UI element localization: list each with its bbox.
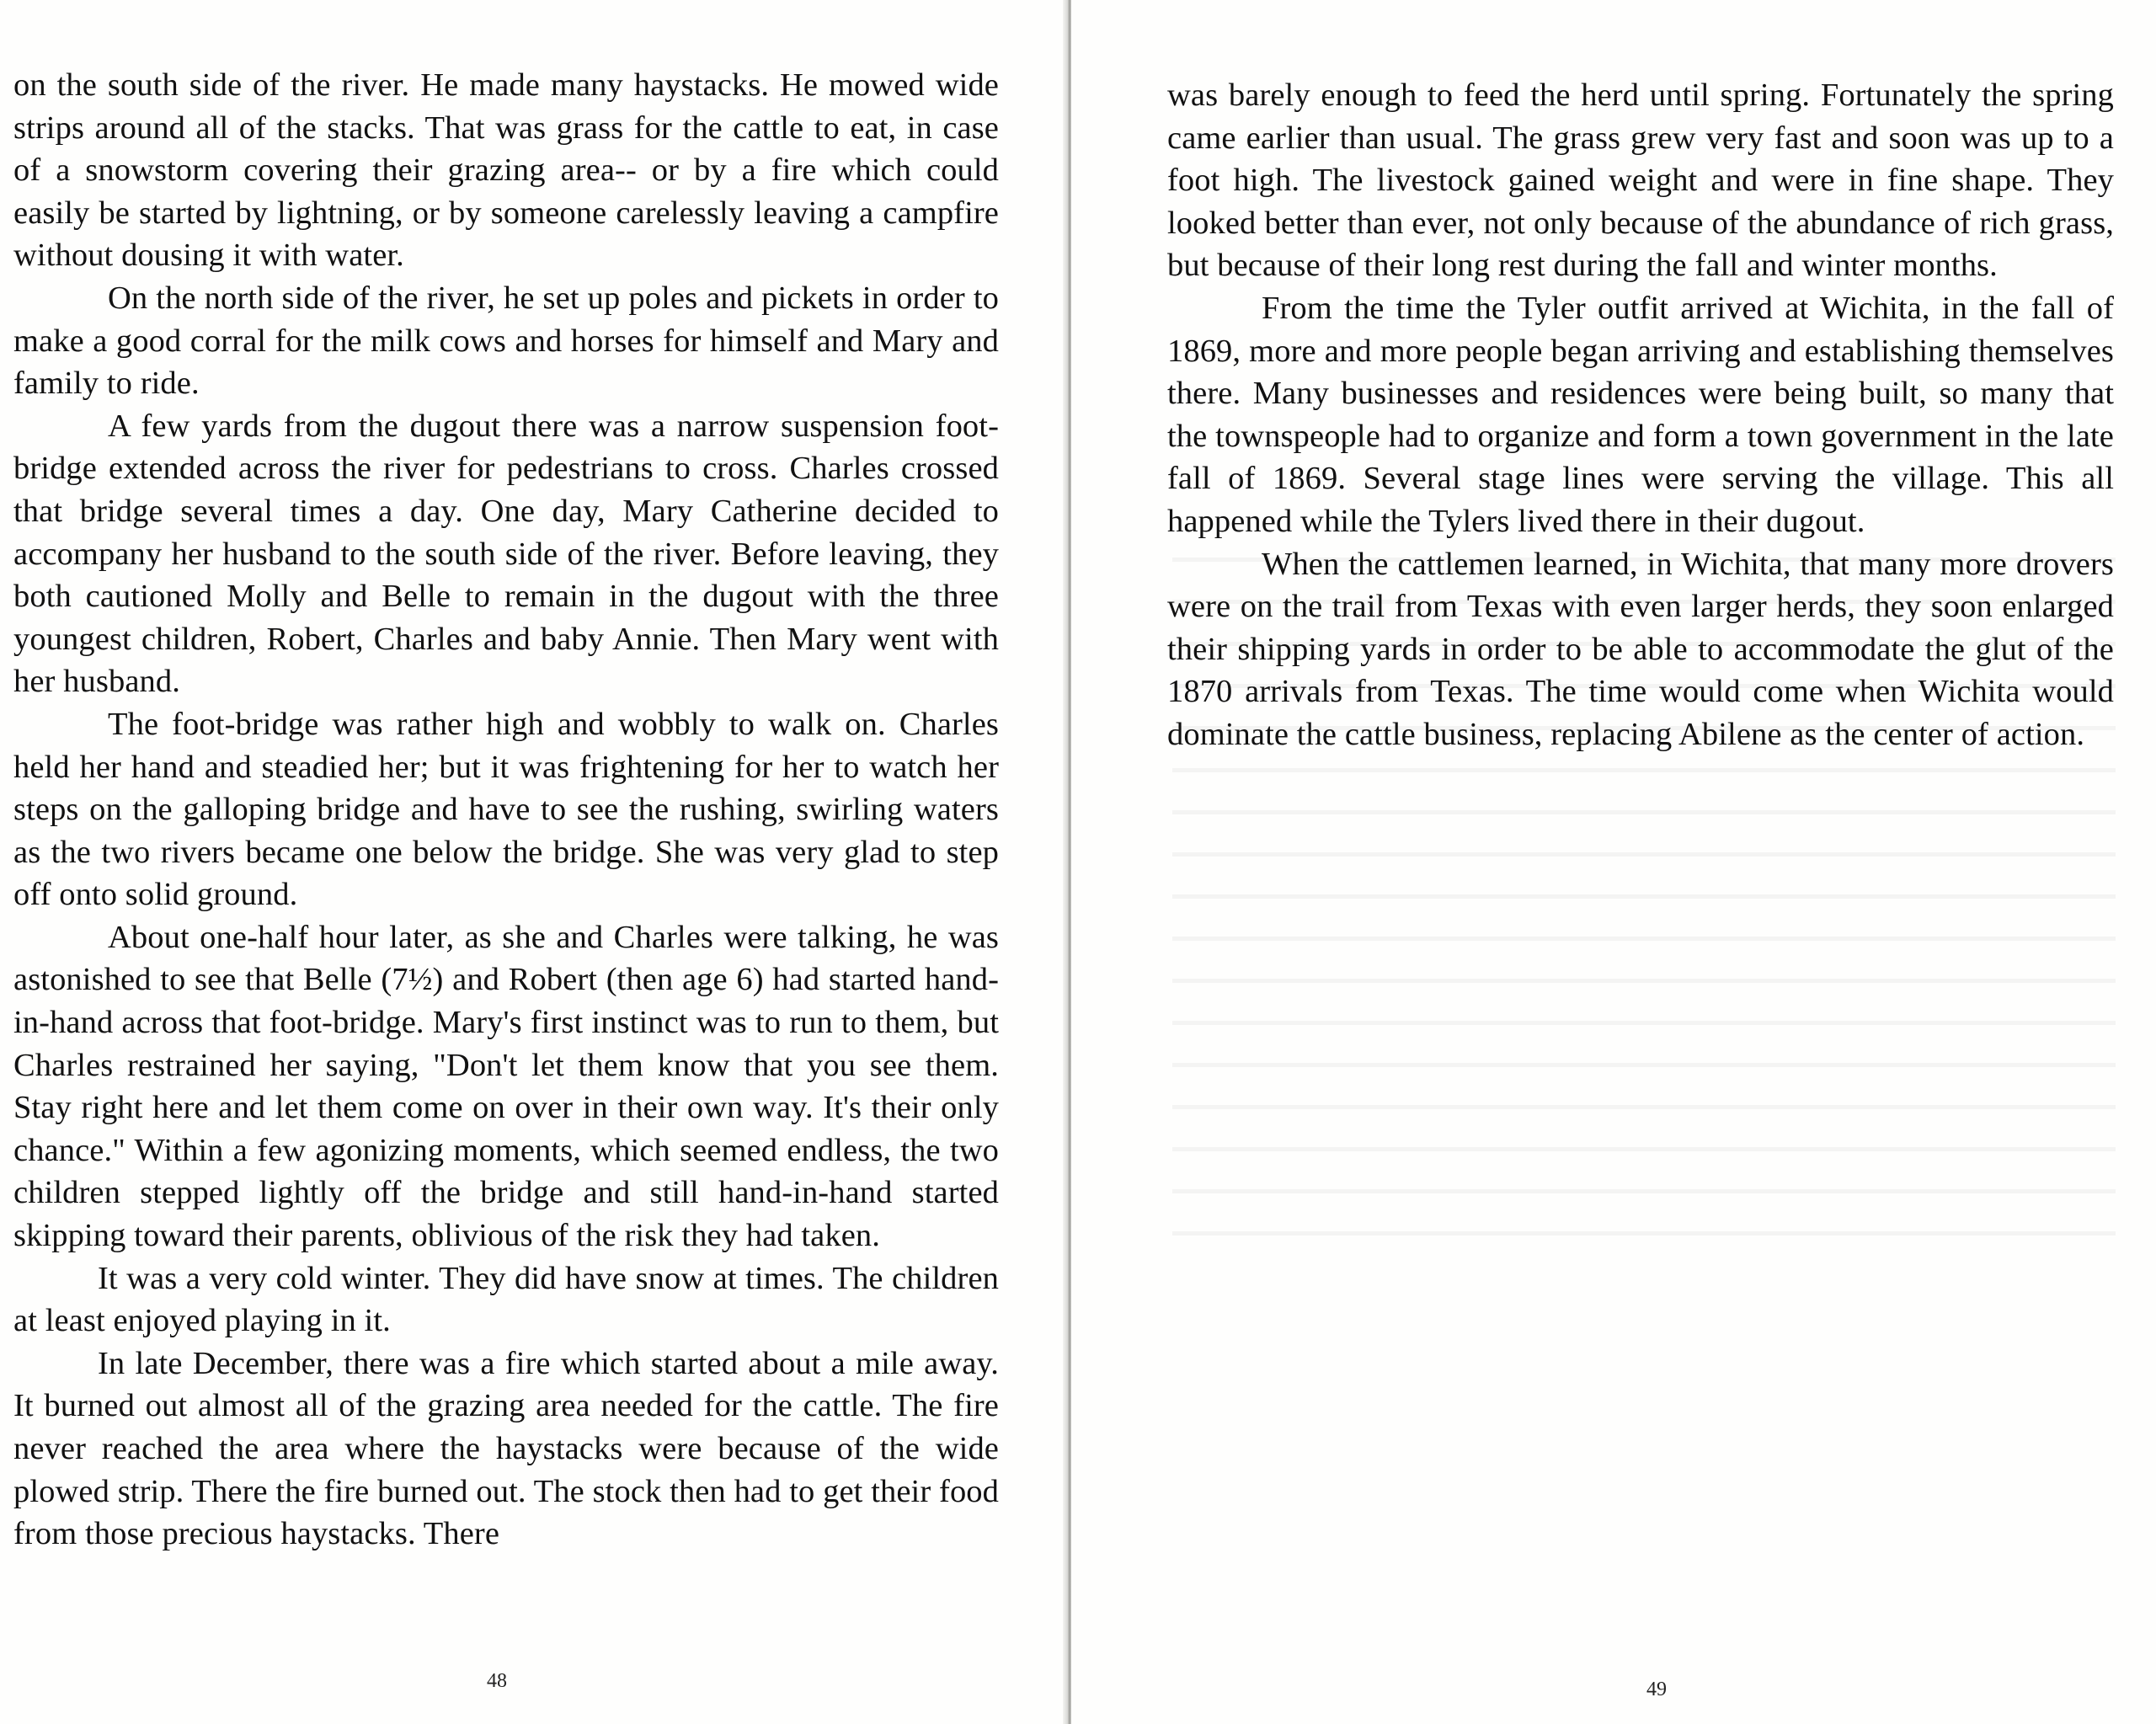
- paragraph: It was a very cold winter. They did have snow at times. The children at least enjoyed playing in it.: [13, 1260, 999, 1339]
- right-page: [1071, 0, 2156, 1724]
- page-number: 48: [487, 1670, 507, 1692]
- paragraph: was barely enough to feed the herd until spring. Fortunately the spring came earlier than usual. The grass grew very fast and soon was up to a foot high. The livestock gained weight and were in fine shape. They looked better than ever, not only because of the abundance of rich grass, but because of their long rest during the fall and winter months.: [1167, 77, 2114, 284]
- left-page-text: [13, 64, 999, 1556]
- paragraph: on the south side of the river. He made many haystacks. He mowed wide strips around all of the stacks. That was grass for the cattle to eat, in case of a snowstorm covering their grazing area-- or by a fire which could easily be started by lightning, or by someone carelessly leaving a campfire without dousing it with water.: [13, 67, 999, 274]
- paragraph: In late December, there was a fire which started about a mile away. It burned out almost all of the grazing area needed for the cattle. The fire never reached the area where the haystacks were because of the wide plowed strip. There the fire burned out. The stock then had to get their food from those precious haystacks. There: [13, 1345, 999, 1552]
- paragraph: On the north side of the river, he set up poles and pickets in order to make a good corral for the milk cows and horses for himself and Mary and family to ride.: [13, 280, 999, 402]
- paragraph: From the time the Tyler outfit arrived at Wichita, in the fall of 1869, more and more people began arriving and establishing themselves there. Many businesses and residences were being built, so many that the townspeople had to organize and form a town government in the late fall of 1869. Several stage lines were serving the village. This all happened while the Tylers lived there in their dugout.: [1167, 290, 2114, 539]
- paragraph: When the cattlemen learned, in Wichita, that many more drovers were on the trail from Texas with even larger herds, they soon enlarged their shipping yards in order to be able to accommodate the glut of the 1870 arrivals from Texas. The time would come when Wichita would dominate the cattle business, replacing Abilene as the center of action.: [1167, 546, 2114, 752]
- right-page-text: [1167, 74, 2114, 756]
- paragraph: The foot-bridge was rather high and wobbly to walk on. Charles held her hand and steadied her; but it was frightening for her to watch her steps on the galloping bridge and have to see the rushing, swirling waters as the two rivers became one below the bridge. She was very glad to step off onto solid ground.: [13, 706, 999, 913]
- paragraph: A few yards from the dugout there was a narrow suspension foot-bridge extended across the river for pedestrians to cross. Charles crossed that bridge several times a day. One day, Mary Catherine decided to accompany her husband to the south side of the river. Before leaving, they both cautioned Molly and Belle to remain in the dugout with the three youngest children, Robert, Charles and baby Annie. Then Mary went with her husband.: [13, 408, 999, 700]
- paragraph: About one-half hour later, as she and Charles were talking, he was astonished to see that Belle (7½) and Robert (then age 6) had started hand-in-hand across that foot-bridge. Mary's first instinct was to run to them, but Charles restrained her saying, "Don't let them know that you see them. Stay right here and let them come on over in their own way. It's their only chance." Within a few agonizing moments, which seemed endless, the two children stepped lightly off the bridge and still hand-in-hand started skipping toward their parents, oblivious of the risk they had taken.: [13, 919, 999, 1254]
- page-number: 49: [1646, 1679, 1667, 1700]
- left-page: [0, 0, 1068, 1724]
